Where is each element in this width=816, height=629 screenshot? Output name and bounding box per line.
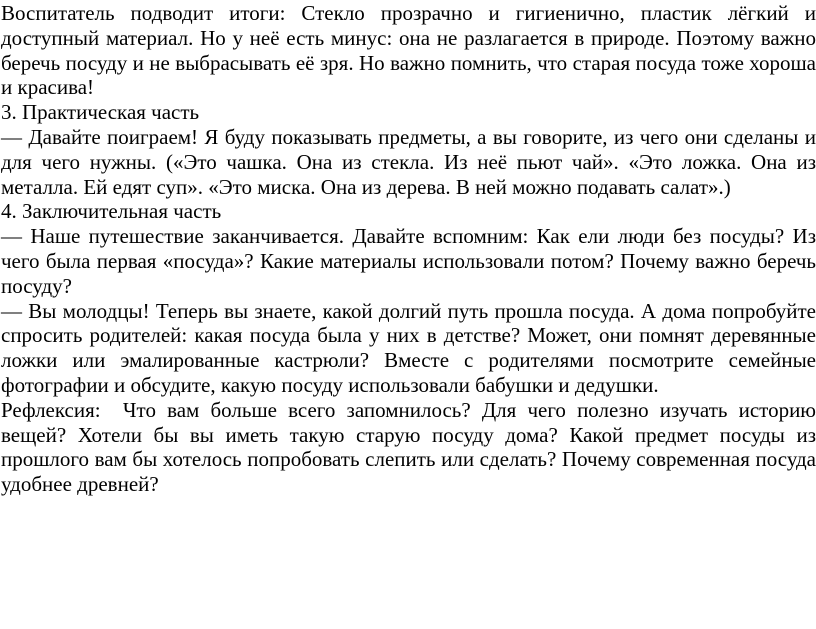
reflection-paragraph (1, 398, 816, 497)
conclusion-paragraph: — Наше путешествие заканчивается. Давайте вспомним: Как ели люди без посуды? Из чего была первая «посуда»? Какие материалы использовали потом? Почему важно беречь посуду? (1, 224, 816, 298)
section-heading-practical: 3. Практическая часть (1, 100, 200, 125)
reflection-label: Рефлексия: (1, 397, 123, 422)
reflection-text: Что вам больше всего запомнилось? Для чего полезно изучать историю вещей? Хотели бы вы иметь такую старую посуду дома? Какой предмет посуды из прошлого вам бы хотелось попробовать слепить или сделать? Почему современная посуда удобнее древней? (1, 397, 816, 497)
section-heading-conclusion: 4. Заключительная часть (1, 199, 222, 224)
summary-paragraph: Воспитатель подводит итоги: Стекло прозрачно и гигиенично, пластик лёгкий и доступный материал. Но у неё есть минус: она не разлагается в природе. Поэтому важно беречь посуду и не выбрасывать её зря. Но важно помнить, что старая посуда тоже хороша и красива! (1, 1, 816, 100)
homework-paragraph: — Вы молодцы! Теперь вы знаете, какой долгий путь прошла посуда. А дома попробуйте спросить родителей: какая посуда была у них в детстве? Может, они помнят деревянные ложки или эмалированные кастрюли? Вместе с родителями посмотрите семейные фотографии и обсудите, какую посуду использовали бабушки и дедушки. (1, 298, 816, 397)
game-paragraph: — Давайте поиграем! Я буду показывать предметы, а вы говорите, из чего они сделаны и для чего нужны. («Это чашка. Она из стекла. Из неё пьют чай». «Это ложка. Она из металла. Ей едят суп». «Это миска. Она из дерева. В ней можно подавать салат».) (1, 124, 816, 199)
